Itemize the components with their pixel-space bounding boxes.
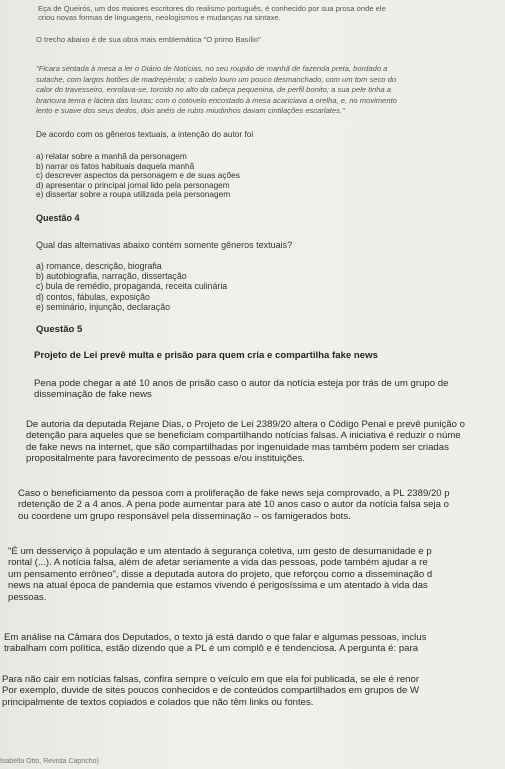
paragraph-line: ou coordene um grupo responsável pela disseminação – os famigerados bots.: [18, 510, 351, 522]
q4-title: Questão 4: [36, 213, 80, 223]
paragraph-line: um pensamento errôneo", disse a deputada autora do projeto, que reforçou como a disseminação d: [8, 568, 433, 580]
answer-option: d) contos, fábulas, exposição: [36, 291, 150, 302]
paragraph-line: news na atual época de pandemia que estamos vivendo é perigosíssima e um atentado à vida das: [8, 580, 428, 592]
paragraph-line: pessoas.: [8, 591, 47, 603]
paragraph-line: "É um desserviço à população e um atentado à segurança coletiva, um gesto de desumanidade e p: [8, 546, 432, 557]
article-paragraph: [18, 488, 505, 522]
answer-option: e) seminário, injunção, declaração: [36, 301, 170, 312]
excerpt-intro: O trecho abaixo é de sua obra mais emblemática "O primo Basílio": [36, 35, 261, 44]
intro-line: criou novas formas de linguagens, neologismos e mudanças na sintaxe.: [38, 13, 281, 23]
paragraph-line: Caso o beneficiamento da pessoa com a proliferação de fake news seja comprovado, a PL 2389/20 p: [18, 488, 450, 499]
quote-line: calor do travesseiro, enrolava-se, torcido no alto da cabeça pequenina, de perfil bonito; a sua pele tinha a: [36, 85, 392, 95]
answer-option: a) romance, descrição, biografia: [36, 261, 162, 271]
paragraph-line: De autoria da deputada Rejane Dias, o Projeto de Lei 2389/20 altera o Código Penal e prevê punição o: [26, 419, 465, 430]
article-credit: Isabella Otto, Revista Capricho): [0, 758, 99, 765]
paragraph-line: de fake news na internet, que são compartilhadas por ingenuidade mas também podem ser criadas: [26, 441, 449, 453]
paragraph-line: Em análise na Câmara dos Deputados, o texto já está dando o que falar e algumas pessoas, inclus: [4, 632, 427, 643]
quote-line: lento e suave dos seus dedos, dois anéis de rubis miudinhos davam cintilações escarlates.": [36, 106, 345, 116]
intro-paragraph: [38, 4, 498, 22]
answer-option: c) descrever aspectos da personagem e de suas ações: [36, 170, 240, 181]
q4-options: [36, 261, 496, 312]
answer-option: b) narrar os fatos habituais daquela manhã: [36, 160, 195, 171]
paragraph-line: detenção para aqueles que se beneficiam compartilhando notícias falsas. A iniciativa é reduzir o núme: [26, 430, 461, 442]
answer-option: c) bula de remédio, propaganda, receita culinária: [36, 281, 228, 292]
q4-prompt: Qual das alternativas abaixo contém somente gêneros textuais?: [36, 240, 293, 250]
paragraph-line: propositalmente para favorecimento de pessoas e/ou instituições.: [26, 453, 305, 465]
article-paragraph: [8, 546, 505, 603]
q3-prompt: De acordo com os gêneros textuais, a intenção do autor foi: [36, 129, 254, 139]
quote-line: sutache, com largos botões de madrepérola; o cabelo louro um pouco desmanchado, com um tom seco do: [36, 74, 397, 84]
novel-quote: [36, 64, 498, 117]
paragraph-line: Por exemplo, duvide de sites poucos conhecidos e de conteúdos compartilhados em grupos de W: [2, 685, 420, 697]
answer-option: a) relatar sobre a manhã da personagem: [36, 152, 187, 161]
paragraph-line: trabalham com política, estão dizendo que a PL é um complô e é tendenciosa. A pergunta é: para: [4, 643, 419, 655]
paragraph-line: rdetenção de 2 a 4 anos. A pena pode aumentar para até 10 anos caso o autor da notícia falsa seja o: [18, 499, 449, 511]
answer-option: b) autobiografia, narração, dissertação: [36, 271, 187, 282]
q5-lede: [34, 378, 504, 401]
lede-line: disseminação de fake news: [34, 389, 152, 401]
article-paragraph: [26, 419, 505, 465]
answer-option: e) dissertar sobre a roupa utilizada pela personagem: [36, 189, 231, 200]
paragraph-line: Para não cair em notícias falsas, confira sempre o veículo em que ela foi publicada, se ele é renor: [2, 674, 420, 685]
article-paragraph: [4, 632, 505, 655]
quote-line: "Ficara sentada à mesa a ler o Diário de Notícias, no seu roupão de manhã de fazenda preta, bordado a: [36, 64, 388, 73]
q5-title: Questão 5: [36, 324, 83, 335]
q5-headline: Projeto de Lei prevê multa e prisão para quem cria e compartilha fake news: [34, 350, 378, 361]
answer-option: d) apresentar o principal jornal lido pela personagem: [36, 179, 230, 190]
quote-line: brancura tenra e láctea das louras; com o cotovelo encostado à mesa acariciava a orelha, e, no movimento: [36, 95, 397, 105]
lede-line: Pena pode chegar a até 10 anos de prisão caso o autor da notícia esteja por trás de um grupo de: [34, 378, 449, 389]
article-paragraph: [2, 674, 505, 708]
paragraph-line: rontal (...). A notícia falsa, além de afetar seriamente a vida das pessoas, pode também ajudar a re: [8, 557, 428, 569]
paragraph-line: principalmente de textos copiados e colados que não têm links ou fontes.: [2, 696, 314, 708]
q3-options: [36, 152, 496, 200]
intro-line: Eça de Queirós, um dos maiores escritores do realismo português, é conhecido por sua prosa onde ele: [38, 4, 386, 13]
